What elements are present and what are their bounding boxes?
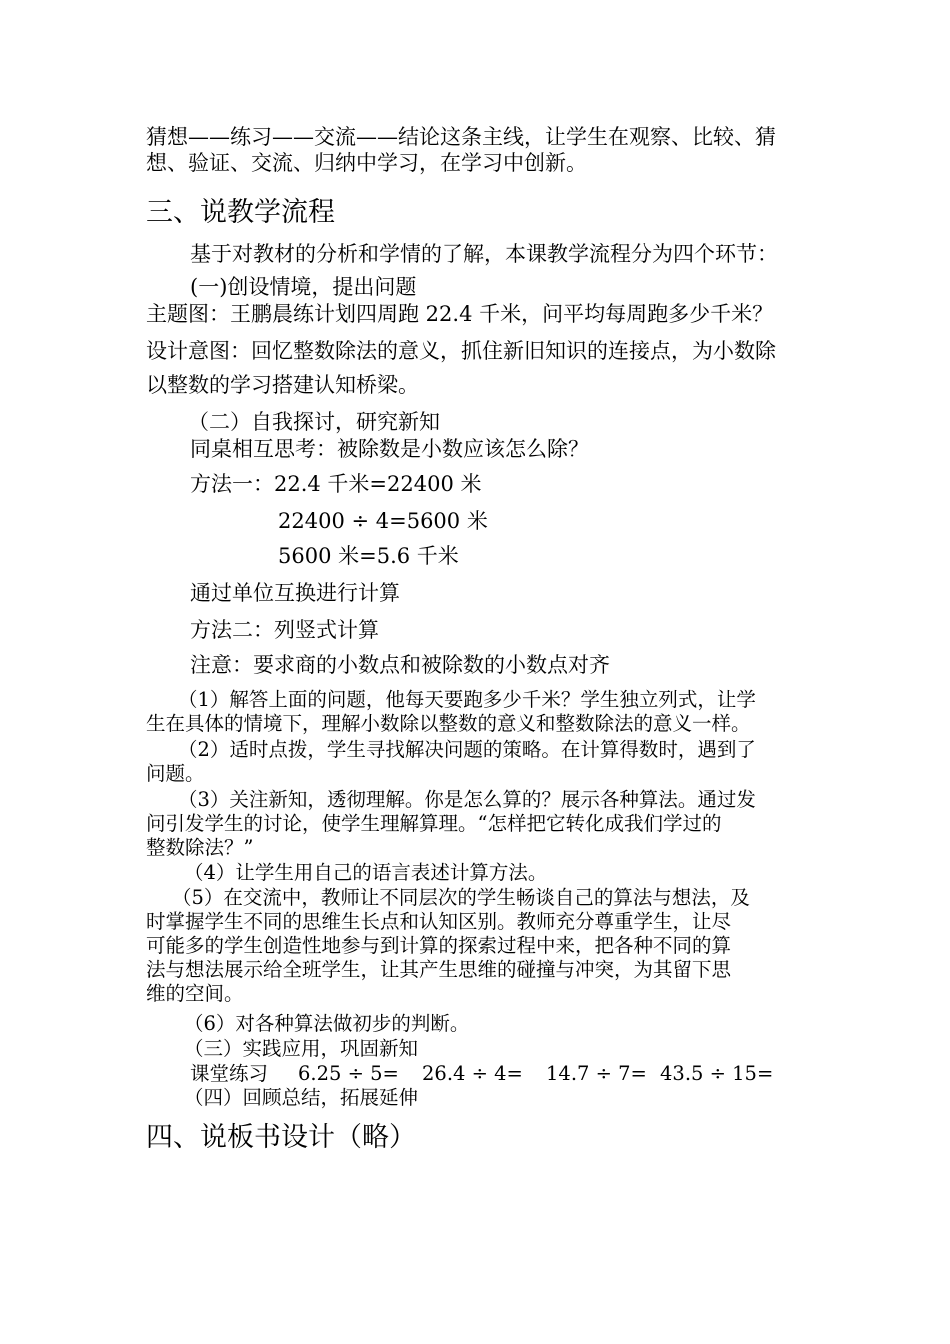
point-2-line-2: 问题。 bbox=[146, 762, 205, 785]
method1: 方法一：22.4 千米=22400 米 bbox=[190, 472, 482, 496]
unit-note: 通过单位互换进行计算 bbox=[190, 581, 400, 605]
point-5-line-3: 可能多的学生创造性地参与到计算的探索过程中来，把各种不同的算 bbox=[146, 934, 732, 957]
point-5-line-1: （5）在交流中，教师让不同层次的学生畅谈自己的算法与想法，及 bbox=[172, 886, 750, 909]
point-1-line-1: （1）解答上面的问题，他每天要跑多少千米？学生独立列式，让学 bbox=[178, 688, 756, 711]
calc-line-1: 22400 ÷ 4=5600 米 bbox=[278, 509, 488, 533]
step2-question: 同桌相互思考：被除数是小数应该怎么除？ bbox=[190, 437, 589, 461]
point-3-line-1: （3）关注新知，透彻理解。你是怎么算的？展示各种算法。通过发 bbox=[178, 788, 756, 811]
point-4: （4）让学生用自己的语言表述计算方法。 bbox=[184, 861, 548, 884]
exercise-2: 26.4 ÷ 4= bbox=[422, 1062, 523, 1085]
step1-topic: 主题图：王鹏晨练计划四周跑 22.4 千米，问平均每周跑多少千米？ bbox=[146, 302, 774, 326]
attention-note: 注意：要求商的小数点和被除数的小数点对齐 bbox=[190, 653, 610, 677]
point-3-line-2: 问引发学生的讨论，使学生理解算理。“怎样把它转化成我们学过的 bbox=[146, 812, 722, 835]
section-heading-3: 三、说教学流程 bbox=[146, 197, 335, 228]
point-3-line-3: 整数除法？” bbox=[146, 836, 254, 859]
step4-title: （四）回顾总结，拓展延伸 bbox=[184, 1086, 419, 1109]
point-5-line-2: 时掌握学生不同的思维生长点和认知区别。教师充分尊重学生，让尽 bbox=[146, 910, 732, 933]
section-heading-4: 四、说板书设计（略） bbox=[146, 1122, 416, 1153]
practice-row bbox=[190, 1062, 773, 1086]
point-6: （6）对各种算法做初步的判断。 bbox=[184, 1012, 470, 1035]
intro-line-1: 猜想——练习——交流——结论这条主线，让学生在观察、比较、猜 bbox=[146, 125, 776, 149]
point-5-line-5: 维的空间。 bbox=[146, 982, 244, 1005]
step1-intent-line-1: 设计意图：回忆整数除法的意义，抓住新旧知识的连接点，为小数除 bbox=[146, 339, 776, 363]
calc-line-2: 5600 米=5.6 千米 bbox=[278, 544, 459, 568]
method2: 方法二：列竖式计算 bbox=[190, 618, 379, 642]
intro-line-2: 想、验证、交流、归纳中学习，在学习中创新。 bbox=[146, 151, 587, 175]
step1-intent-line-2: 以整数的学习搭建认知桥梁。 bbox=[146, 373, 419, 397]
step1-title: (一)创设情境，提出问题 bbox=[190, 275, 417, 299]
exercise-3: 14.7 ÷ 7= bbox=[546, 1062, 647, 1085]
flow-intro: 基于对教材的分析和学情的了解，本课教学流程分为四个环节： bbox=[190, 242, 778, 266]
point-1-line-2: 生在具体的情境下，理解小数除以整数的意义和整数除法的意义一样。 bbox=[146, 712, 751, 735]
practice-label: 课堂练习 bbox=[190, 1062, 269, 1085]
point-2-line-1: （2）适时点拨，学生寻找解决问题的策略。在计算得数时，遇到了 bbox=[178, 738, 756, 761]
step3-title: （三）实践应用，巩固新知 bbox=[184, 1037, 419, 1060]
exercise-4: 43.5 ÷ 15= bbox=[660, 1062, 774, 1085]
exercise-1: 6.25 ÷ 5= bbox=[298, 1062, 399, 1085]
point-5-line-4: 法与想法展示给全班学生，让其产生思维的碰撞与冲突，为其留下思 bbox=[146, 958, 732, 981]
step2-title: （二）自我探讨，研究新知 bbox=[188, 410, 440, 434]
